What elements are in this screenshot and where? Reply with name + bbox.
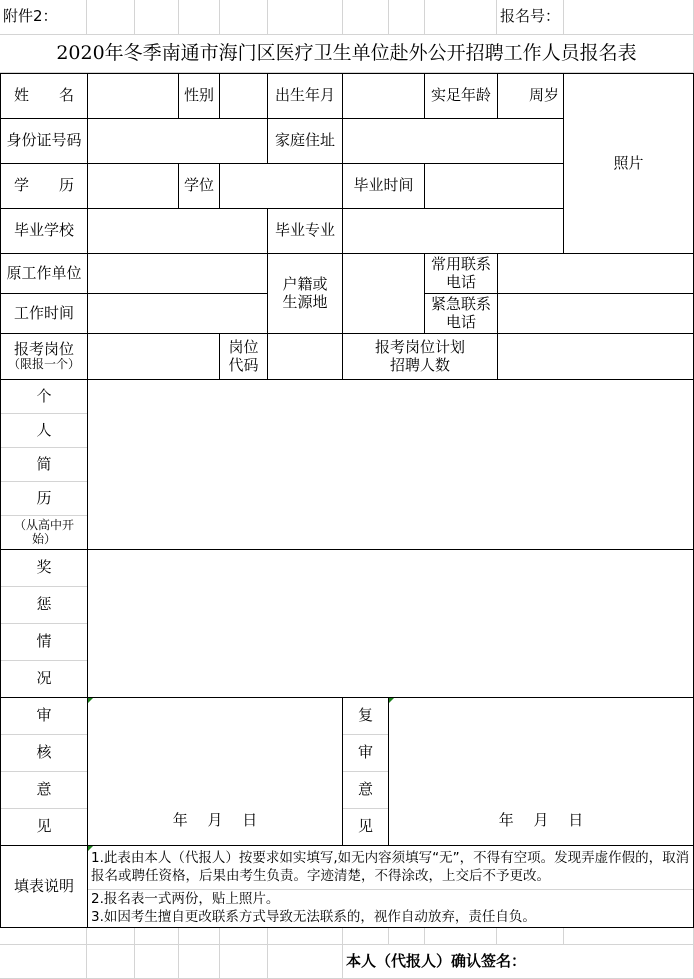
review-char: 见 bbox=[36, 817, 52, 836]
awards-char: 况 bbox=[36, 669, 52, 688]
recheck-char: 意 bbox=[343, 772, 388, 809]
grid-cell bbox=[179, 0, 220, 35]
graduation-time-field[interactable] bbox=[424, 163, 564, 209]
recheck-opinion-field[interactable] bbox=[388, 697, 694, 846]
phone-field[interactable] bbox=[497, 253, 694, 294]
name-label: 姓 名 bbox=[0, 73, 88, 119]
review-opinion-field[interactable] bbox=[87, 697, 343, 846]
grid-cell bbox=[268, 0, 343, 35]
gender-field[interactable] bbox=[219, 73, 268, 119]
awards-char: 惩 bbox=[1, 587, 87, 624]
hukou-field[interactable] bbox=[342, 253, 425, 334]
quota-label: 报考岗位计划招聘人数 bbox=[342, 333, 498, 380]
gender-label: 性别 bbox=[178, 73, 220, 119]
former-employer-field[interactable] bbox=[87, 253, 268, 294]
grid-cell bbox=[389, 0, 425, 35]
review-char: 审 bbox=[1, 698, 87, 735]
resume-note: （从高中开始） bbox=[13, 517, 74, 546]
photo-label: 照片 bbox=[613, 153, 644, 172]
major-field[interactable] bbox=[342, 208, 564, 254]
recheck-char: 复 bbox=[343, 698, 388, 735]
grid-cell bbox=[343, 928, 389, 945]
resume-char: 人 bbox=[1, 414, 87, 448]
degree-field[interactable] bbox=[219, 163, 343, 209]
awards-label bbox=[0, 549, 88, 698]
grid-cell bbox=[87, 945, 135, 979]
review-char: 意 bbox=[1, 772, 87, 809]
notes-content bbox=[87, 845, 694, 928]
comment-indicator-icon bbox=[88, 698, 93, 703]
grid-cell bbox=[87, 0, 135, 35]
hukou-label: 户籍或生源地 bbox=[267, 253, 343, 334]
id-number-field[interactable] bbox=[87, 118, 268, 164]
comment-indicator-icon bbox=[389, 698, 394, 703]
school-field[interactable] bbox=[87, 208, 268, 254]
notes-item-3: 3.如因考生擅自更改联系方式导致无法联系的，视作自动放弃，责任自负。 bbox=[91, 908, 536, 925]
notes-label: 填表说明 bbox=[0, 845, 88, 928]
grid-cell bbox=[268, 945, 343, 979]
review-date: 年 月 日 bbox=[172, 810, 258, 829]
position-label-text: 报考岗位 bbox=[13, 339, 74, 358]
grid-cell bbox=[135, 928, 179, 945]
quota-field[interactable] bbox=[497, 333, 694, 380]
age-label: 实足年龄 bbox=[424, 73, 498, 119]
grid-cell bbox=[135, 0, 179, 35]
education-field[interactable] bbox=[87, 163, 179, 209]
recheck-label bbox=[342, 697, 389, 846]
grid-cell bbox=[135, 945, 179, 979]
education-label: 学 历 bbox=[0, 163, 88, 209]
resume-char: 简 bbox=[1, 448, 87, 482]
grid-cell bbox=[343, 0, 389, 35]
major-label: 毕业专业 bbox=[267, 208, 343, 254]
grid-cell bbox=[497, 928, 564, 945]
registration-number-field[interactable] bbox=[564, 0, 694, 35]
address-label: 家庭住址 bbox=[267, 118, 343, 164]
grid-cell bbox=[220, 928, 268, 945]
grid-cell bbox=[0, 945, 87, 979]
grid-cell bbox=[0, 928, 87, 945]
position-limit-note: （限报一个） bbox=[7, 357, 80, 372]
resume-label bbox=[0, 379, 88, 550]
emergency-phone-label: 紧急联系电话 bbox=[424, 293, 498, 334]
awards-char: 情 bbox=[1, 624, 87, 661]
position-code-label: 岗位代码 bbox=[219, 333, 268, 380]
resume-char: 个 bbox=[1, 380, 87, 414]
recheck-char: 见 bbox=[357, 817, 373, 836]
comment-indicator-icon bbox=[88, 846, 93, 851]
registration-number-label: 报名号： bbox=[497, 0, 564, 35]
review-label bbox=[0, 697, 88, 846]
age-unit: 周岁 bbox=[528, 86, 559, 105]
resume-field[interactable] bbox=[87, 379, 694, 550]
position-code-field[interactable] bbox=[267, 333, 343, 380]
school-label: 毕业学校 bbox=[0, 208, 88, 254]
grid-cell bbox=[179, 928, 220, 945]
signature-label: 本人（代报人）确认签名： bbox=[343, 945, 694, 979]
grid-cell bbox=[220, 0, 268, 35]
emergency-phone-field[interactable] bbox=[497, 293, 694, 334]
id-number-label: 身份证号码 bbox=[0, 118, 88, 164]
grid-cell bbox=[389, 928, 425, 945]
address-field[interactable] bbox=[342, 118, 564, 164]
grid-cell bbox=[564, 928, 694, 945]
work-time-field[interactable] bbox=[87, 293, 268, 334]
notes-item-2: 2.报名表一式两份，贴上照片。 bbox=[91, 890, 280, 907]
attachment-label: 附件2： bbox=[0, 0, 87, 35]
birth-field[interactable] bbox=[342, 73, 425, 119]
graduation-time-label: 毕业时间 bbox=[342, 163, 425, 209]
page-title: 2020年冬季南通市海门区医疗卫生单位赴外公开招聘工作人员报名表 bbox=[0, 35, 694, 73]
recheck-date: 年 月 日 bbox=[498, 810, 584, 829]
resume-char: 历 bbox=[1, 482, 87, 516]
grid-cell bbox=[268, 928, 343, 945]
age-field[interactable] bbox=[497, 73, 564, 119]
notes-item-1: 1.此表由本人（代报人）按要求如实填写,如无内容须填写“无”，不得有空项。发现弄虚作假的，取消报名或聘任资格，后果由考生负责。字迹清楚，不得涂改，上交后不予更改。 bbox=[88, 846, 693, 890]
grid-cell bbox=[87, 928, 135, 945]
grid-cell bbox=[425, 928, 497, 945]
position-field[interactable] bbox=[87, 333, 220, 380]
work-time-label: 工作时间 bbox=[0, 293, 88, 334]
birth-label: 出生年月 bbox=[267, 73, 343, 119]
grid-cell bbox=[425, 0, 497, 35]
grid-cell bbox=[220, 945, 268, 979]
review-char: 核 bbox=[1, 735, 87, 772]
phone-label: 常用联系电话 bbox=[424, 253, 498, 294]
name-field[interactable] bbox=[87, 73, 179, 119]
grid-cell bbox=[179, 945, 220, 979]
awards-char: 奖 bbox=[1, 550, 87, 587]
degree-label: 学位 bbox=[178, 163, 220, 209]
awards-field[interactable] bbox=[87, 549, 694, 698]
position-label bbox=[0, 333, 88, 380]
photo-box[interactable] bbox=[563, 73, 694, 254]
former-employer-label: 原工作单位 bbox=[0, 253, 88, 294]
recheck-char: 审 bbox=[343, 735, 388, 772]
